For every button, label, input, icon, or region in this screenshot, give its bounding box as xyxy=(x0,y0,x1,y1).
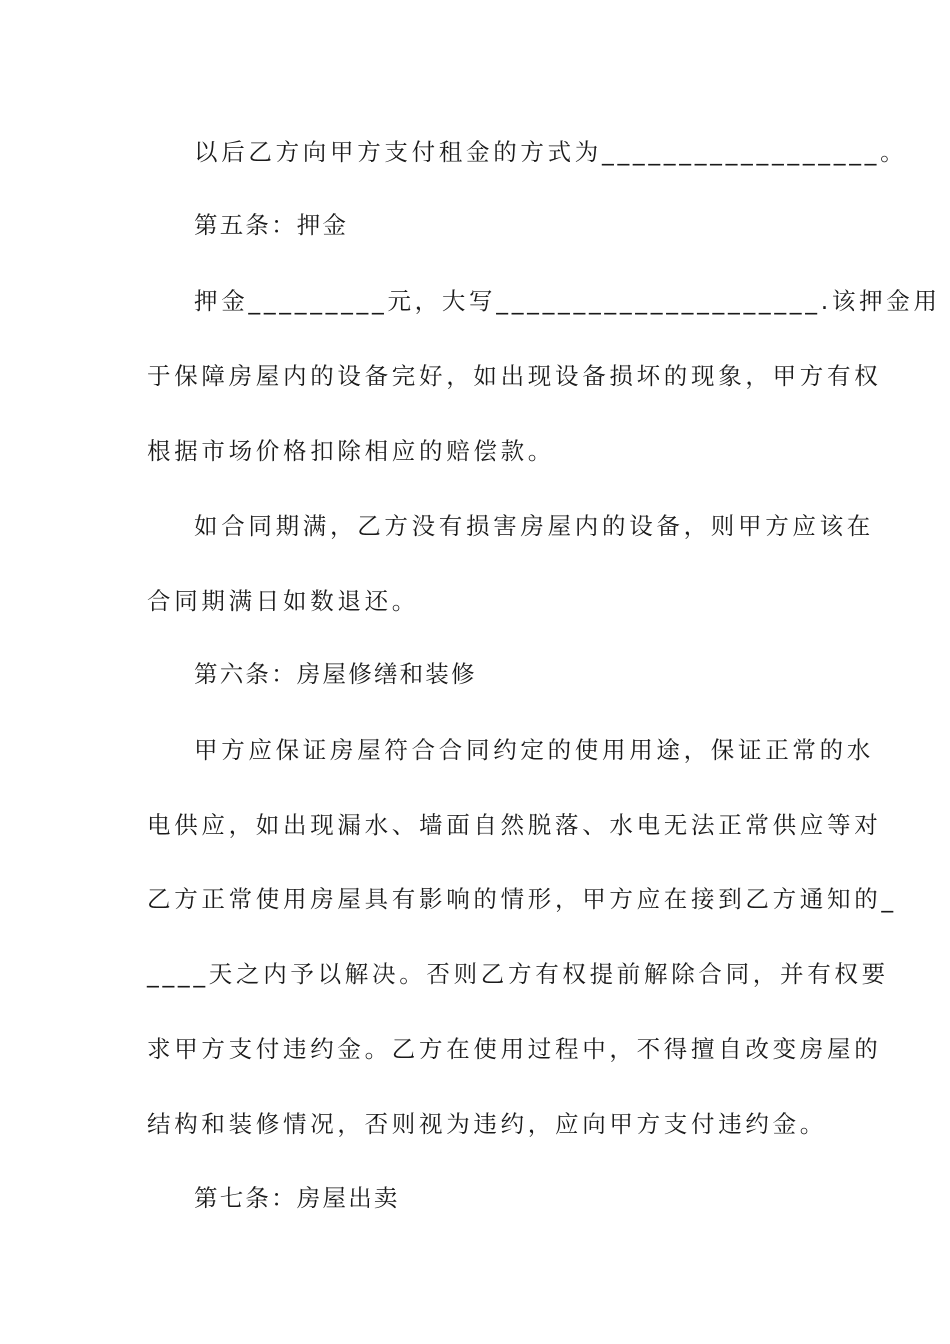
deposit-paragraph-line-1: 押金_________元，大写_____________________.该押金用 xyxy=(194,287,941,315)
article-6-heading: 第六条：房屋修缮和装修 xyxy=(194,660,477,688)
repair-paragraph-line-5: 求甲方支付违约金。乙方在使用过程中，不得擅自改变房屋的 xyxy=(147,1035,882,1063)
refund-paragraph-line-1: 如合同期满，乙方没有损害房屋内的设备，则甲方应该在 xyxy=(194,512,874,540)
article-7-heading: 第七条：房屋出卖 xyxy=(194,1184,400,1212)
deposit-paragraph-line-3: 根据市场价格扣除相应的赔偿款。 xyxy=(147,437,555,465)
repair-paragraph-line-6: 结构和装修情况，否则视为违约，应向甲方支付违约金。 xyxy=(147,1110,827,1138)
payment-method-line: 以后乙方向甲方支付租金的方式为__________________。 xyxy=(194,138,908,166)
repair-paragraph-line-4: ____天之内予以解决。否则乙方有权提前解除合同，并有权要 xyxy=(147,960,889,988)
deposit-paragraph-line-2: 于保障房屋内的设备完好，如出现设备损坏的现象，甲方有权 xyxy=(147,362,882,390)
repair-paragraph-line-2: 电供应，如出现漏水、墙面自然脱落、水电无法正常供应等对 xyxy=(147,811,882,839)
refund-paragraph-line-2: 合同期满日如数退还。 xyxy=(147,587,419,615)
article-5-heading: 第五条：押金 xyxy=(194,211,349,239)
repair-paragraph-line-3: 乙方正常使用房屋具有影响的情形，甲方应在接到乙方通知的_ xyxy=(147,885,897,913)
repair-paragraph-line-1: 甲方应保证房屋符合合同约定的使用用途，保证正常的水 xyxy=(194,736,874,764)
